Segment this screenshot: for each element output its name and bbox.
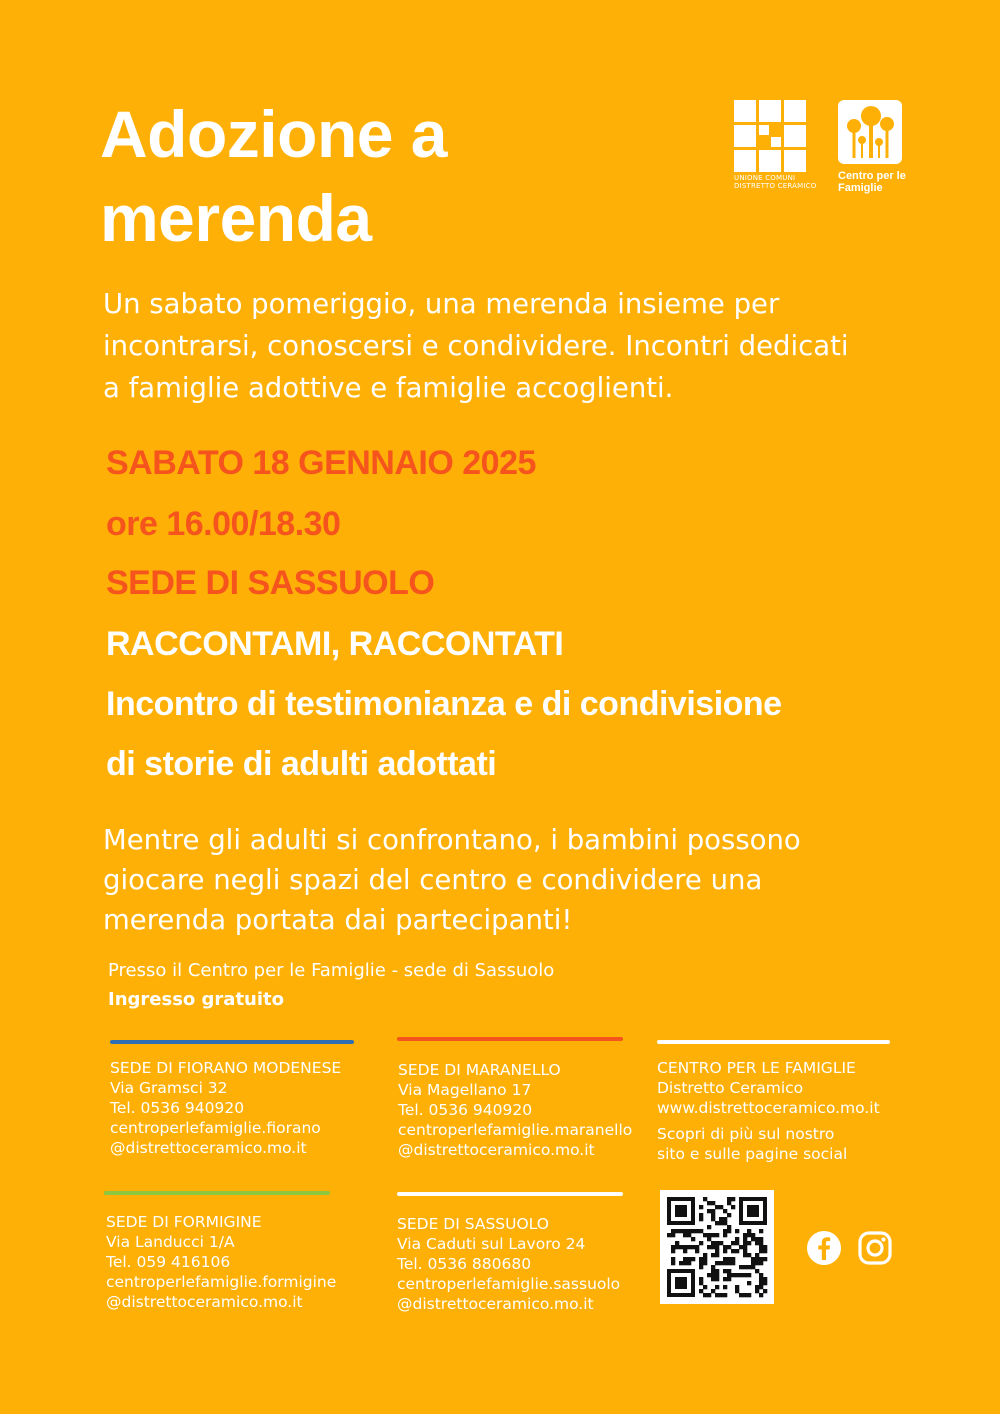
page-title [100, 92, 700, 260]
centro-more-line-1: Scopri di più sul nostro [657, 1125, 835, 1143]
event-title: RACCONTAMI, RACCONTATI [106, 625, 564, 663]
event-date: SABATO 18 GENNAIO 2025 [106, 444, 536, 482]
event-location: SEDE DI SASSUOLO [106, 564, 435, 602]
ucdc-logo-icon [734, 100, 806, 172]
venue-text: Presso il Centro per le Famiglie - sede di Sassuolo [108, 960, 555, 981]
sede-name: SEDE DI FORMIGINE [106, 1213, 262, 1231]
event-subtitle-line-2: di storie di adulti adottati [106, 745, 497, 783]
sede-address: Via Magellano 17 [398, 1081, 532, 1099]
centro-sub: Distretto Ceramico [657, 1079, 804, 1097]
centro-name: CENTRO PER LE FAMIGLIE [657, 1059, 856, 1077]
sede-address: Via Landucci 1/A [106, 1233, 235, 1251]
sassuolo-divider [397, 1192, 623, 1196]
event-subtitle-line-1: Incontro di testimonianza e di condivisione [106, 685, 782, 723]
sede-formigine [106, 1212, 336, 1312]
centro-info [657, 1058, 880, 1164]
centro-website-link[interactable]: www.distrettoceramico.mo.it [657, 1099, 880, 1117]
sede-email-domain[interactable]: @distrettoceramico.mo.it [397, 1295, 594, 1313]
event-time: ore 16.00/18.30 [106, 505, 341, 543]
cpf-logo-text: Centro per le Famiglie [838, 170, 906, 194]
formigine-divider [104, 1191, 330, 1195]
sede-email[interactable]: centroperlefamiglie.formigine [106, 1273, 337, 1291]
sede-phone: Tel. 0536 940920 [110, 1099, 245, 1117]
sede-address: Via Gramsci 32 [110, 1079, 228, 1097]
ucdc-logo-text: UNIONE COMUNI DISTRETTO CERAMICO [734, 174, 817, 190]
cpf-logo-icon [838, 100, 906, 194]
centro-more-line-2: sito e sulle pagine social [657, 1145, 848, 1163]
sede-email-domain[interactable]: @distrettoceramico.mo.it [106, 1293, 303, 1311]
sede-sassuolo [397, 1214, 620, 1314]
sede-email[interactable]: centroperlefamiglie.sassuolo [397, 1275, 621, 1293]
facebook-icon[interactable] [806, 1230, 842, 1266]
sede-name: SEDE DI MARANELLO [398, 1061, 561, 1079]
centro-divider [657, 1040, 890, 1044]
intro-paragraph: Un sabato pomeriggio, una merenda insieme per incontrarsi, conoscersi e condividere. Incontri dedicati a famiglie adottive e famiglie accoglienti. [103, 288, 849, 404]
sede-maranello [398, 1060, 632, 1160]
sede-name: SEDE DI FIORANO MODENESE [110, 1059, 342, 1077]
children-note: Mentre gli adulti si confrontano, i bambini possono giocare negli spazi del centro e condividere una merenda portata dai partecipanti! [103, 824, 801, 936]
sede-email-domain[interactable]: @distrettoceramico.mo.it [398, 1141, 595, 1159]
sede-email[interactable]: centroperlefamiglie.fiorano [110, 1119, 321, 1137]
sede-email[interactable]: centroperlefamiglie.maranello [398, 1121, 633, 1139]
sede-address: Via Caduti sul Lavoro 24 [397, 1235, 586, 1253]
sede-phone: Tel. 0536 940920 [398, 1101, 533, 1119]
entry-text: Ingresso gratuito [108, 989, 285, 1010]
sede-phone: Tel. 0536 880680 [397, 1255, 532, 1273]
sede-fiorano [110, 1058, 341, 1158]
title-line-2: merenda [100, 181, 372, 255]
instagram-icon[interactable] [857, 1230, 893, 1266]
fiorano-divider [110, 1040, 354, 1044]
sede-phone: Tel. 059 416106 [106, 1253, 231, 1271]
qr-code-icon[interactable] [660, 1190, 774, 1304]
title-line-1: Adozione a [100, 97, 448, 171]
sede-email-domain[interactable]: @distrettoceramico.mo.it [110, 1139, 307, 1157]
maranello-divider [397, 1037, 623, 1041]
sede-name: SEDE DI SASSUOLO [397, 1215, 549, 1233]
